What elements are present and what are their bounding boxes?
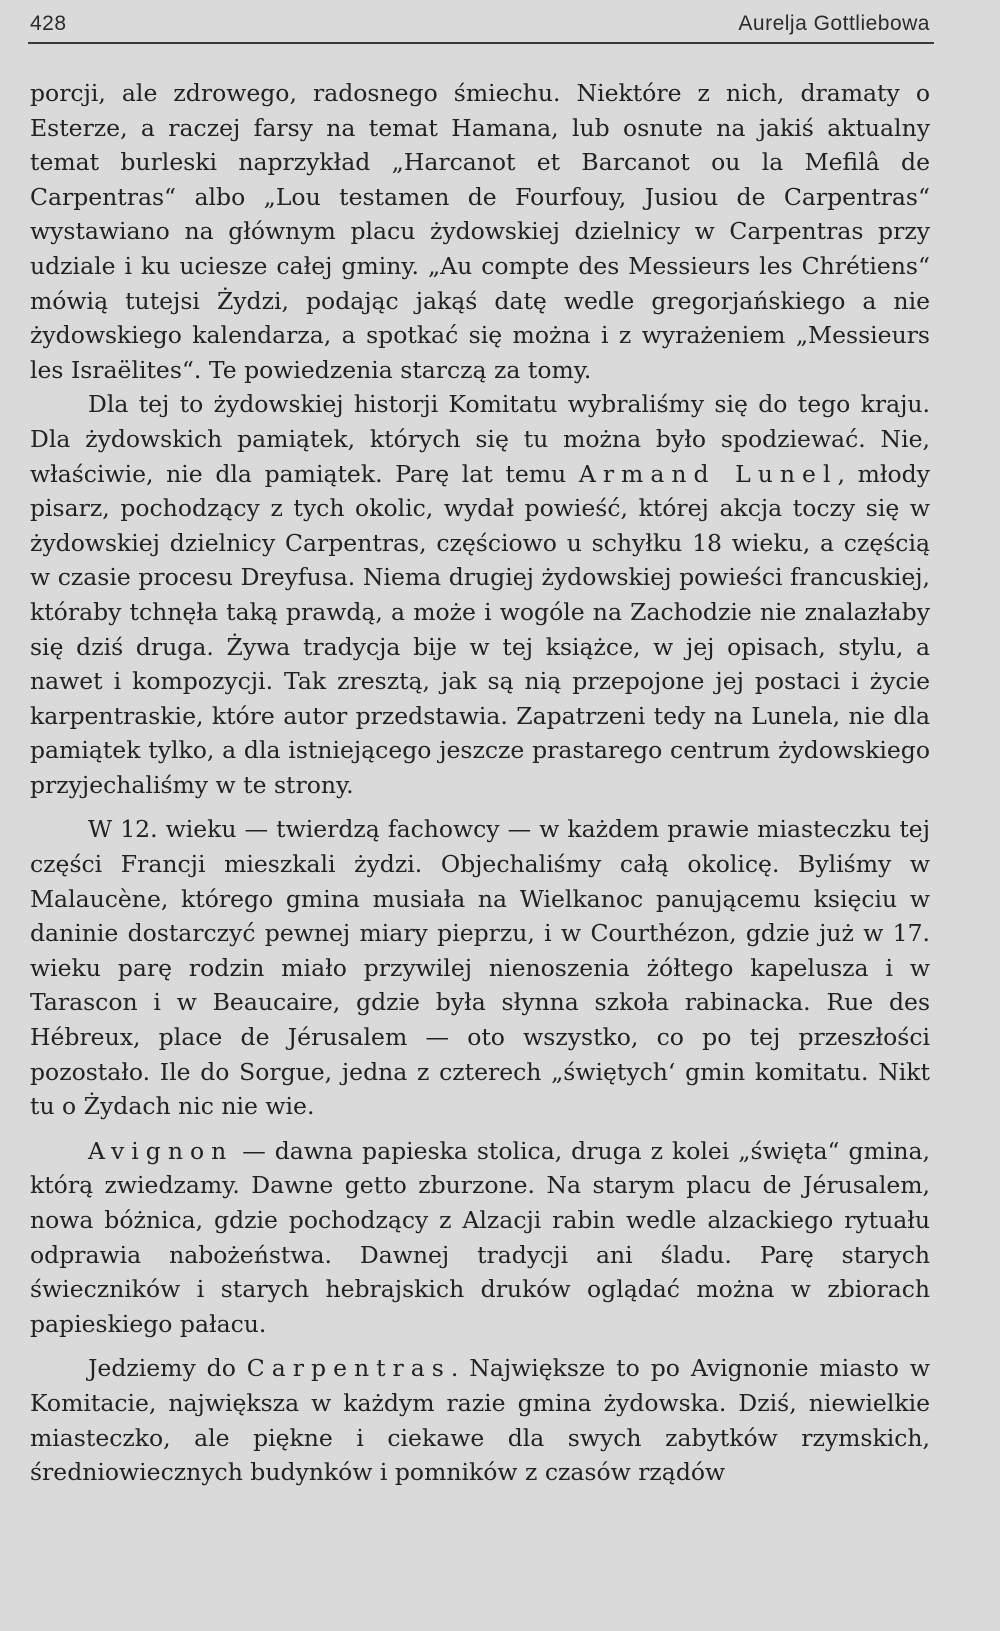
- text-segment: . Największe to po Avignonie miasto w Komitacie, największa w każdym razie gmina żydowska. Dziś, niewielkie miasteczko, ale piękne i ciekawe dla swych zabytków rzymskich, średniowiecznych budynków i pomników z czasów rządów: [30, 1354, 930, 1487]
- paragraph: [30, 812, 930, 1123]
- paragraph: [30, 387, 930, 802]
- text-segment: Dla tej to żydowskiej historji Komitatu wybraliśmy się do tego kraju. Dla żydowskich pamiątek, których się tu można było spodziewać. Nie, właściwie, nie dla pamiątek. Parę lat temu: [30, 390, 930, 488]
- header-rule: [28, 42, 934, 44]
- spaced-name: Avignon: [88, 1136, 234, 1165]
- body-text: [30, 76, 930, 1490]
- page-number: 428: [30, 12, 67, 35]
- spaced-name: Armand Lunel: [578, 459, 838, 488]
- paragraph: [30, 76, 930, 387]
- text-segment: — dawna papieska stolica, druga z kolei „święta“ gmina, którą zwiedzamy. Dawne getto zburzone. Na starym placu de Jérusalem, nowa bóżnica, gdzie pochodzący z Alzacji rabin wedle alzackiego rytuału odprawia nabożeństwa. Dawnej tradycji ani śladu. Parę starych świeczników i starych hebrajskich druków oglądać można w zbiorach papieskiego pałacu.: [30, 1136, 930, 1338]
- paragraph: [30, 1351, 930, 1489]
- text-segment: Jedziemy do: [88, 1354, 247, 1383]
- text-segment: W 12. wieku — twierdzą fachowcy — w każdem prawie miasteczku tej części Francji mieszkali żydzi. Objechaliśmy całą okolicę. Byliśmy w Malaucène, którego gmina musiała na Wielkanoc panującemu księciu w daninie dostarczyć pewnej miary pieprzu, i w Courthézon, gdzie już w 17. wieku parę rodzin miało przywilej nienoszenia żółtego kapelusza i w Tarascon i w Beaucaire, gdzie była słynna szkoła rabinacka. Rue des Hébreux, place de Jérusalem — oto wszystko, co po tej przeszłości pozostało. Ile do Sorgue, jedna z czterech „świętych‘ gmin komitatu. Nikt tu o Żydach nic nie wie.: [30, 815, 930, 1121]
- running-head: Aurelja Gottliebowa: [738, 12, 930, 35]
- text-segment: porcji, ale zdrowego, radosnego śmiechu. Niektóre z nich, dramaty o Esterze, a raczej farsy na temat Hamana, lub osnute na jakiś aktualny temat burleski naprzykład „Harcanot et Barcanot ou la Mefilâ de Carpentras“ albo „Lou testamen de Fourfouy, Jusiou de Carpentras“ wystawiano na głównym placu żydowskiej dzielnicy w Carpentras przy udziale i ku uciesze całej gminy. „Au compte des Messieurs les Chrétiens“ mówią tutejsi Żydzi, podając jakąś datę wedle gregorjańskiego a nie żydowskiego kalendarza, a spotkać się można i z wyrażeniem „Messieurs les Israëlites“. Te powiedzenia starczą za tomy.: [30, 79, 930, 384]
- page-header: [30, 12, 930, 42]
- paragraph: [30, 1134, 930, 1342]
- text-segment: , młody pisarz, pochodzący z tych okolic, wydał powieść, której akcja toczy się w żydowskiej dzielnicy Carpentras, częściowo u schyłku 18 wieku, a częścią w czasie procesu Dreyfusa. Niema drugiej żydowskiej powieści francuskiej, któraby tchnęła taką prawdą, a może i wogóle na Zachodzie nie znalazłaby się dziś druga. Żywa tradycja bije w tej książce, w jej opisach, stylu, a nawet i kompozycji. Tak zresztą, jak są nią przepojone jej postaci i życie karpentraskie, które autor przedstawia. Zapatrzeni tedy na Lunela, nie dla pamiątek tylko, a dla istniejącego jeszcze prastarego centrum żydowskiego przyjechaliśmy w te strony.: [30, 459, 930, 799]
- spaced-name: Carpentras: [246, 1354, 451, 1383]
